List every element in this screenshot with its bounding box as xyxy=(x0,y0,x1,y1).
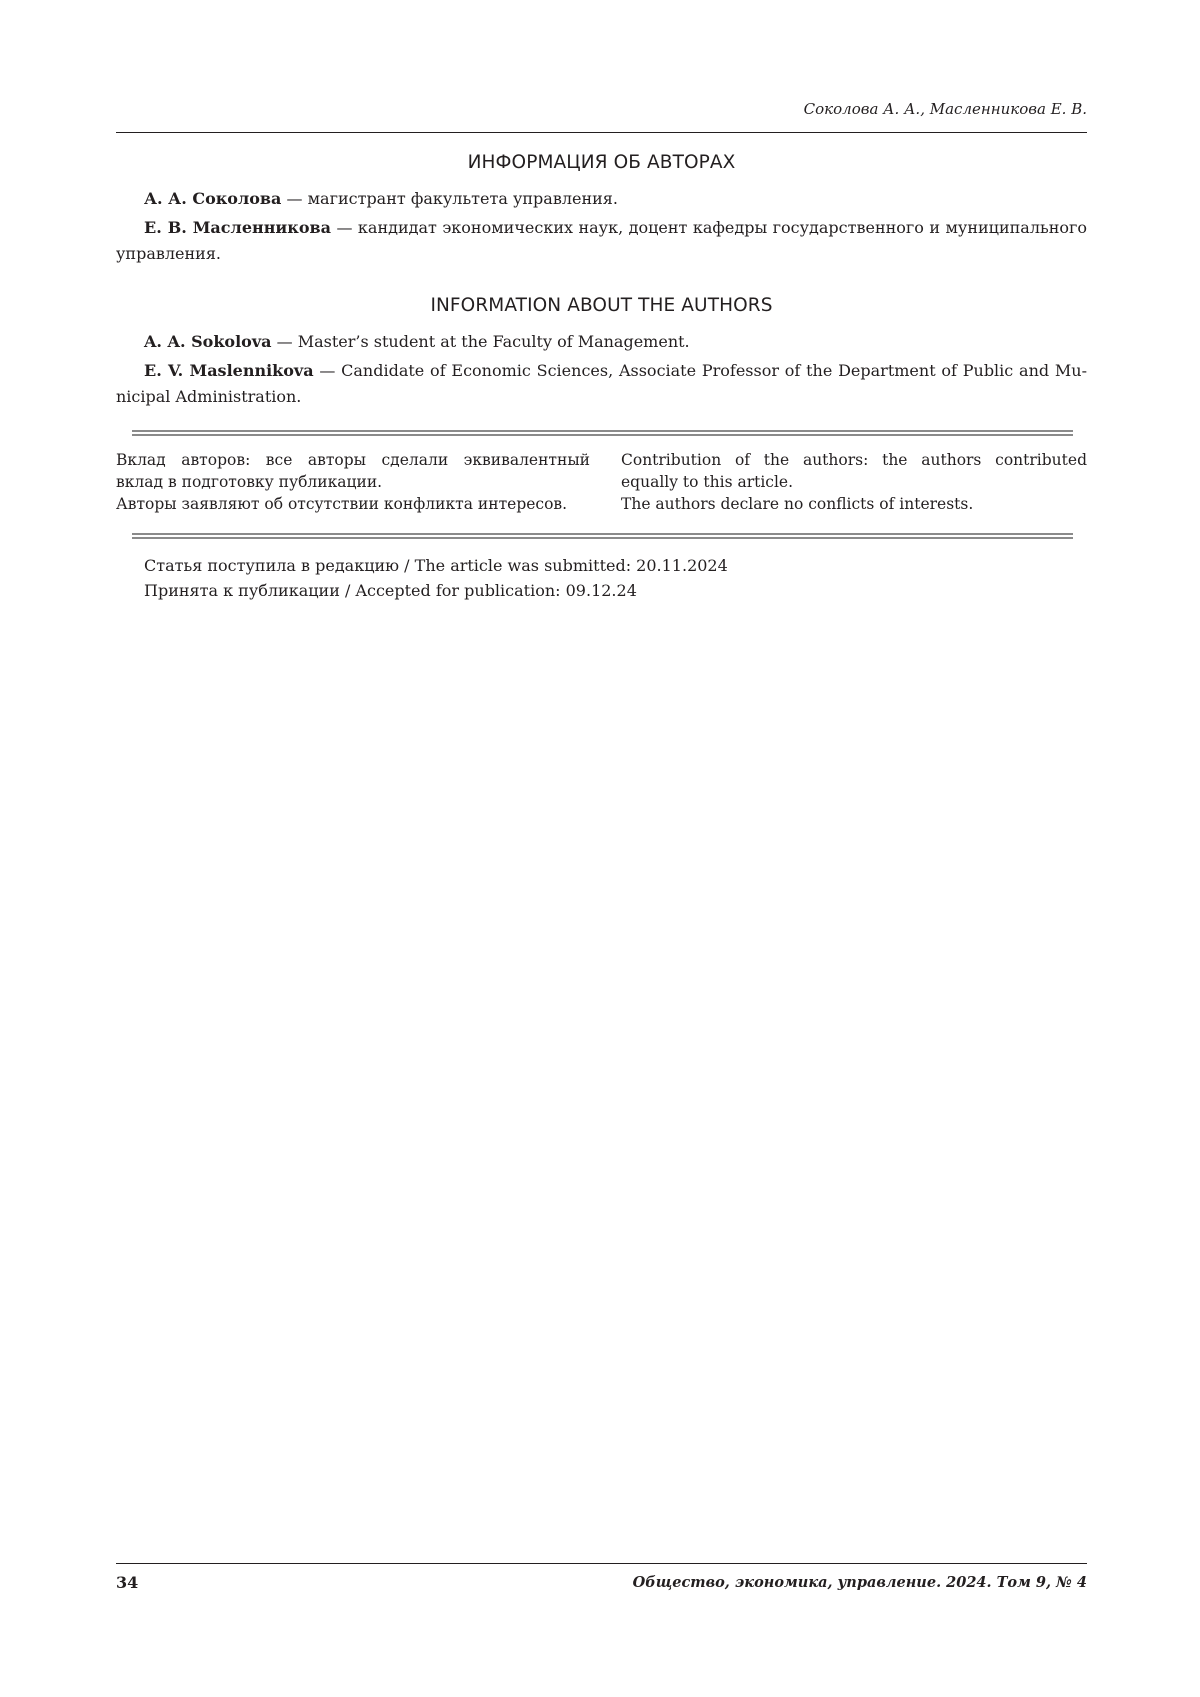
double-rule-bottom xyxy=(132,533,1073,539)
conflict-ru-line: Авторы заявляют об отсутствии конфликта интересов. xyxy=(116,495,568,513)
author-description: — магистрант факультета управления. xyxy=(281,189,618,208)
contribution-ru-line: вклад в подготовку публикации. xyxy=(116,473,383,491)
contribution-ru xyxy=(116,449,590,515)
author-entry-ru-2 xyxy=(116,215,1087,267)
author-entry-en-1 xyxy=(116,329,1087,355)
author-description: — Candidate of Economic Sciences, Associate Professor of the Department of Public and Mu-nicipal Administration. xyxy=(116,361,1087,406)
author-name: A. A. Sokolova xyxy=(144,332,272,351)
submitted-date: Статья поступила в редакцию / The article was submitted: 20.11.2024 xyxy=(144,556,728,575)
conflict-en-line: The authors declare no conflicts of interests. xyxy=(621,495,974,513)
author-entry-ru-1 xyxy=(116,186,1087,212)
authors-info-title-ru: ИНФОРМАЦИЯ ОБ АВТОРАХ xyxy=(467,152,736,173)
accepted-date: Принята к публикации / Accepted for publication: 09.12.24 xyxy=(144,581,637,600)
author-name: Е. В. Масленникова xyxy=(144,218,332,237)
author-entry-en-2 xyxy=(116,358,1087,410)
footer-rule xyxy=(116,1563,1087,1564)
contribution-ru-line: Вклад авторов: все авторы сделали эквивалентный xyxy=(116,451,590,469)
page-number: 34 xyxy=(116,1573,139,1592)
contribution-en xyxy=(621,449,1087,515)
running-head: Соколова А. А., Масленникова Е. В. xyxy=(803,100,1087,118)
contribution-en-line: Contribution of the authors: the authors contributed xyxy=(621,451,1087,469)
double-rule-top xyxy=(132,430,1073,436)
author-name: А. А. Соколова xyxy=(144,189,282,208)
header-rule xyxy=(116,132,1087,133)
article-dates xyxy=(144,553,728,603)
contribution-en-line: equally to this article. xyxy=(621,473,794,491)
author-name: E. V. Maslennikova xyxy=(144,361,314,380)
author-description: — кандидат экономических наук, доцент кафедры государственного и муниципального управления. xyxy=(116,218,1088,263)
authors-info-title-en: INFORMATION ABOUT THE AUTHORS xyxy=(430,295,773,316)
author-description: — Master’s student at the Faculty of Management. xyxy=(271,332,690,351)
journal-citation: Общество, экономика, управление. 2024. Том 9, № 4 xyxy=(632,1574,1087,1591)
